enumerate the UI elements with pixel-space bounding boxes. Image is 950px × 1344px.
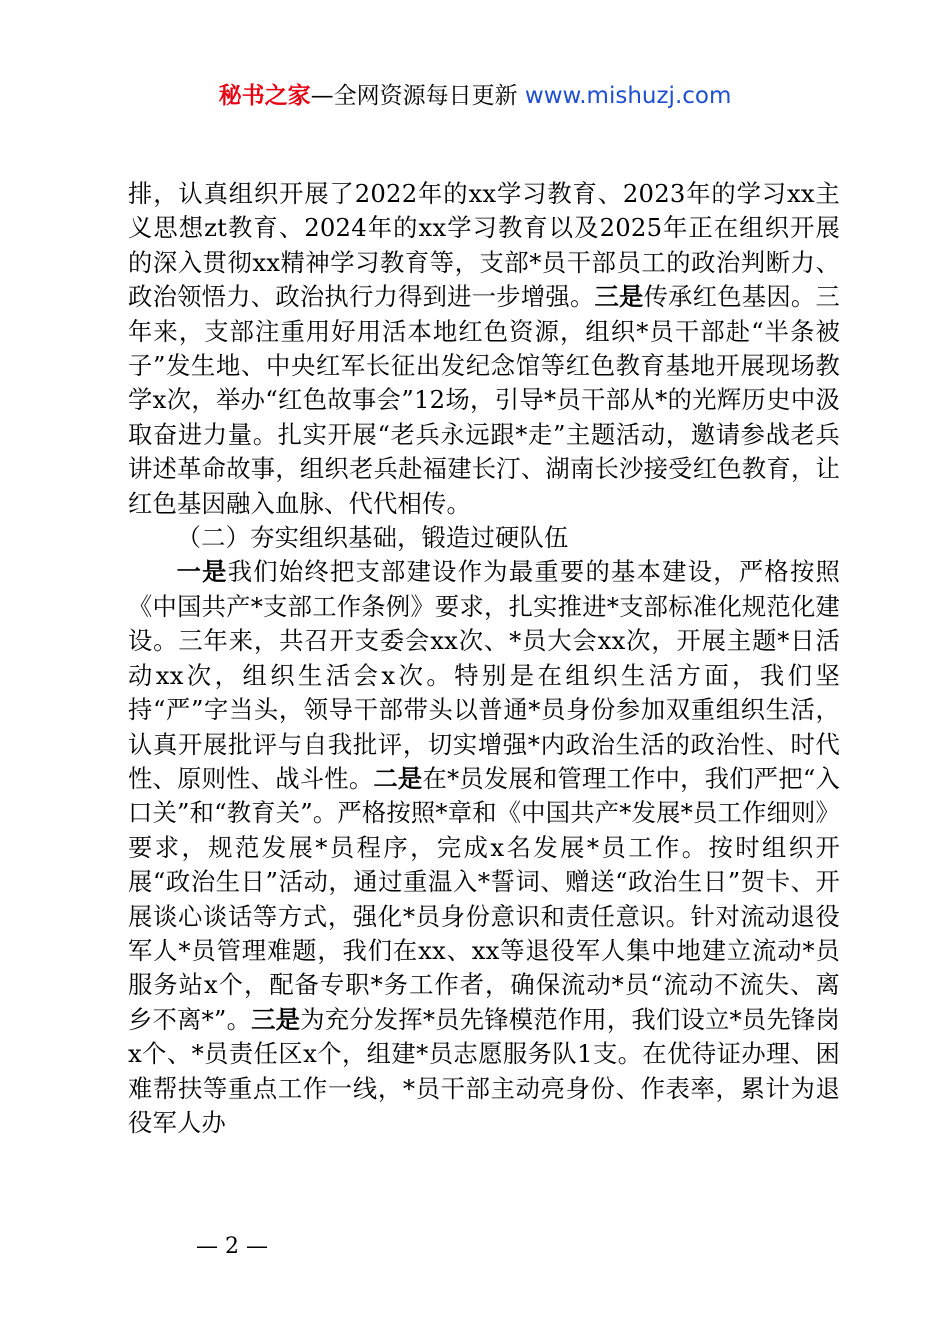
bold-lead-three: 三是 — [251, 1004, 301, 1034]
paragraph-text: 在*员发展和管理工作中，我们严把“入口关”和“教育关”。严格按照*章和《中国共产*发展*员工作细则》要求，规范发展*员程序，完成x名发展*员工作。按时组织开展“政治生日”活动，通过重温入*誓词、赠送“政治生日”贺卡、开展谈心谈话等方式，强化*员身份意识和责任意识。针对流动退役军人*员管理难题，我们在xx、xx等退役军人集中地建立流动*员服务站x个，配备专职*务工作者，确保流动*员“流动不流失、离乡不离*”。 — [128, 763, 841, 1034]
header-slogan: —全网资源每日更新 — [310, 83, 525, 109]
paragraph-red-gene — [128, 177, 840, 521]
header-site-url: www.mishuzj.com — [524, 83, 732, 109]
bold-lead-three: 三是 — [594, 282, 644, 312]
paragraph-text: 为充分发挥*员先锋模范作用，我们设立*员先锋岗x个、*员责任区x个，组建*员志愿服务队1支。在优待证办理、困难帮扶等重点工作一线，*员干部主动亮身份、作表率，累计为退役军人办 — [128, 1004, 840, 1137]
paragraph-text: 我们始终把支部建设作为最重要的基本建设，严格按照《中国共产*支部工作条例》要求，扎实推进*支部标准化规范化建设。三年来，共召开支委会xx次、*员大会xx次，开展主题*日活动xx次，组织生活会x次。特别是在组织生活方面，我们坚持“严”字当头，领导干部带头以普通*员身份参加双重组织生活，认真开展批评与自我批评，切实增强*内政治生活的政治性、时代性、原则性、战斗性。 — [128, 557, 840, 793]
bold-lead-two: 二是 — [373, 763, 423, 793]
document-header — [0, 80, 950, 112]
section-heading: （二）夯实组织基础，锻造过硬队伍 — [176, 523, 569, 553]
bold-lead-one: 一是 — [176, 557, 228, 587]
paragraph-organization — [128, 555, 840, 1140]
page-number: — 2 — — [196, 1234, 268, 1259]
paragraph-text: 排，认真组织开展了2022年的xx学习教育、2023年的学习xx主义思想zt教育、2024年的xx学习教育以及2025年正在组织开展的深入贯彻xx精神学习教育等，支部*员干部员工的政治判断力、政治领悟力、政治执行力得到进一步增强。 — [128, 179, 840, 312]
paragraph-text: 传承红色基因。三年来，支部注重用好用活本地红色资源，组织*员干部赴“半条被子”发生地、中央红军长征出发纪念馆等红色教育基地开展现场教学x次，举办“红色故事会”12场，引导*员干部从*的光辉历史中汲取奋进力量。扎实开展“老兵永远跟*走”主题活动，邀请参战老兵讲述革命故事，组织老兵赴福建长汀、湖南长沙接受红色教育，让红色基因融入血脉、代代相传。 — [128, 282, 840, 518]
document-body — [128, 177, 840, 1140]
header-brand: 秘书之家 — [218, 83, 311, 109]
